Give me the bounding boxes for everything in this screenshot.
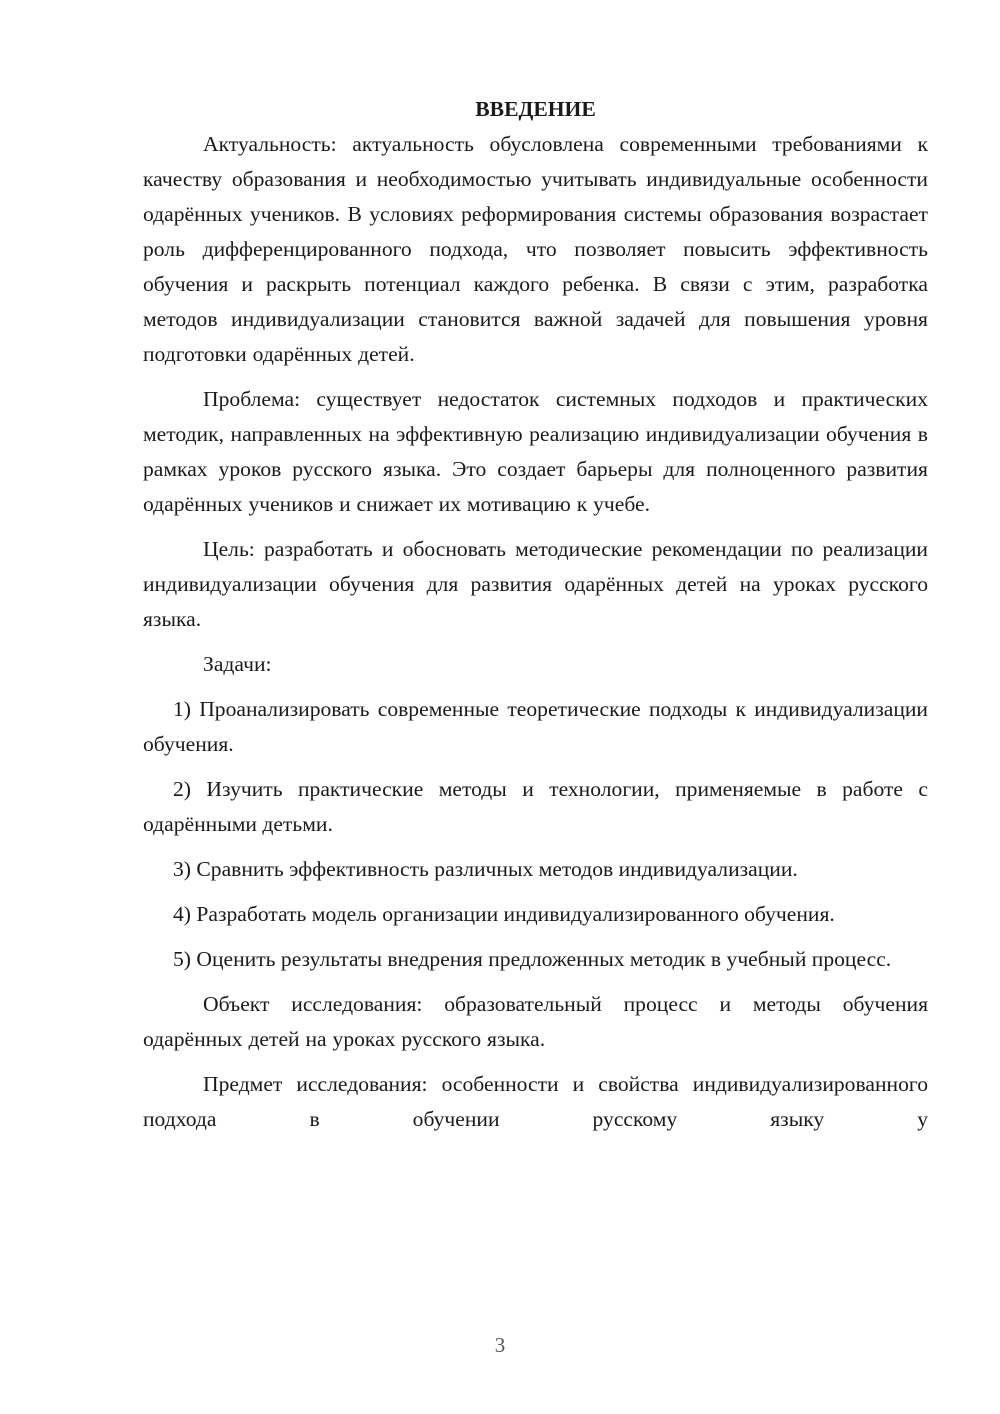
paragraph-subject: Предмет исследования: особенности и свойства индивидуализированного подхода в обучении русскому языку у [143, 1072, 928, 1131]
section-heading: ВВЕДЕНИЕ [475, 97, 596, 121]
paragraph-goal: Цель: разработать и обосновать методические рекомендации по реализации индивидуализации обучения для развития одарённых детей на уроках русского языка. [143, 537, 928, 631]
tasks-label: Задачи: [203, 652, 272, 676]
paragraph-relevance: Актуальность: актуальность обусловлена современными требованиями к качеству образования и необходимостью учитывать индивидуальные особенности одарённых учеников. В условиях реформирования системы образования возрастает роль дифференцированного подхода, что позволяет повысить эффективность обучения и раскрыть потенциал каждого ребенка. В связи с этим, разработка методов индивидуализации становится важной задачей для повышения уровня подготовки одарённых детей. [143, 132, 928, 366]
document-page [143, 92, 928, 1137]
task-item-2: 2) Изучить практические методы и технологии, применяемые в работе с одарёнными детьми. [143, 777, 928, 836]
task-item-1: 1) Проанализировать современные теоретические подходы к индивидуализации обучения. [143, 697, 928, 756]
page-number: 3 [494, 1333, 506, 1357]
task-item-5: 5) Оценить результаты внедрения предложенных методик в учебный процесс. [173, 947, 892, 971]
task-item-3: 3) Сравнить эффективность различных методов индивидуализации. [173, 857, 798, 881]
paragraph-problem: Проблема: существует недостаток системных подходов и практических методик, направленных на эффективную реализацию индивидуализации обучения в рамках уроков русского языка. Это создает барьеры для полноценного развития одарённых учеников и снижает их мотивацию к учебе. [143, 387, 928, 516]
task-item-4: 4) Разработать модель организации индивидуализированного обучения. [173, 902, 835, 926]
paragraph-object: Объект исследования: образовательный процесс и методы обучения одарённых детей на уроках русского языка. [143, 992, 928, 1051]
